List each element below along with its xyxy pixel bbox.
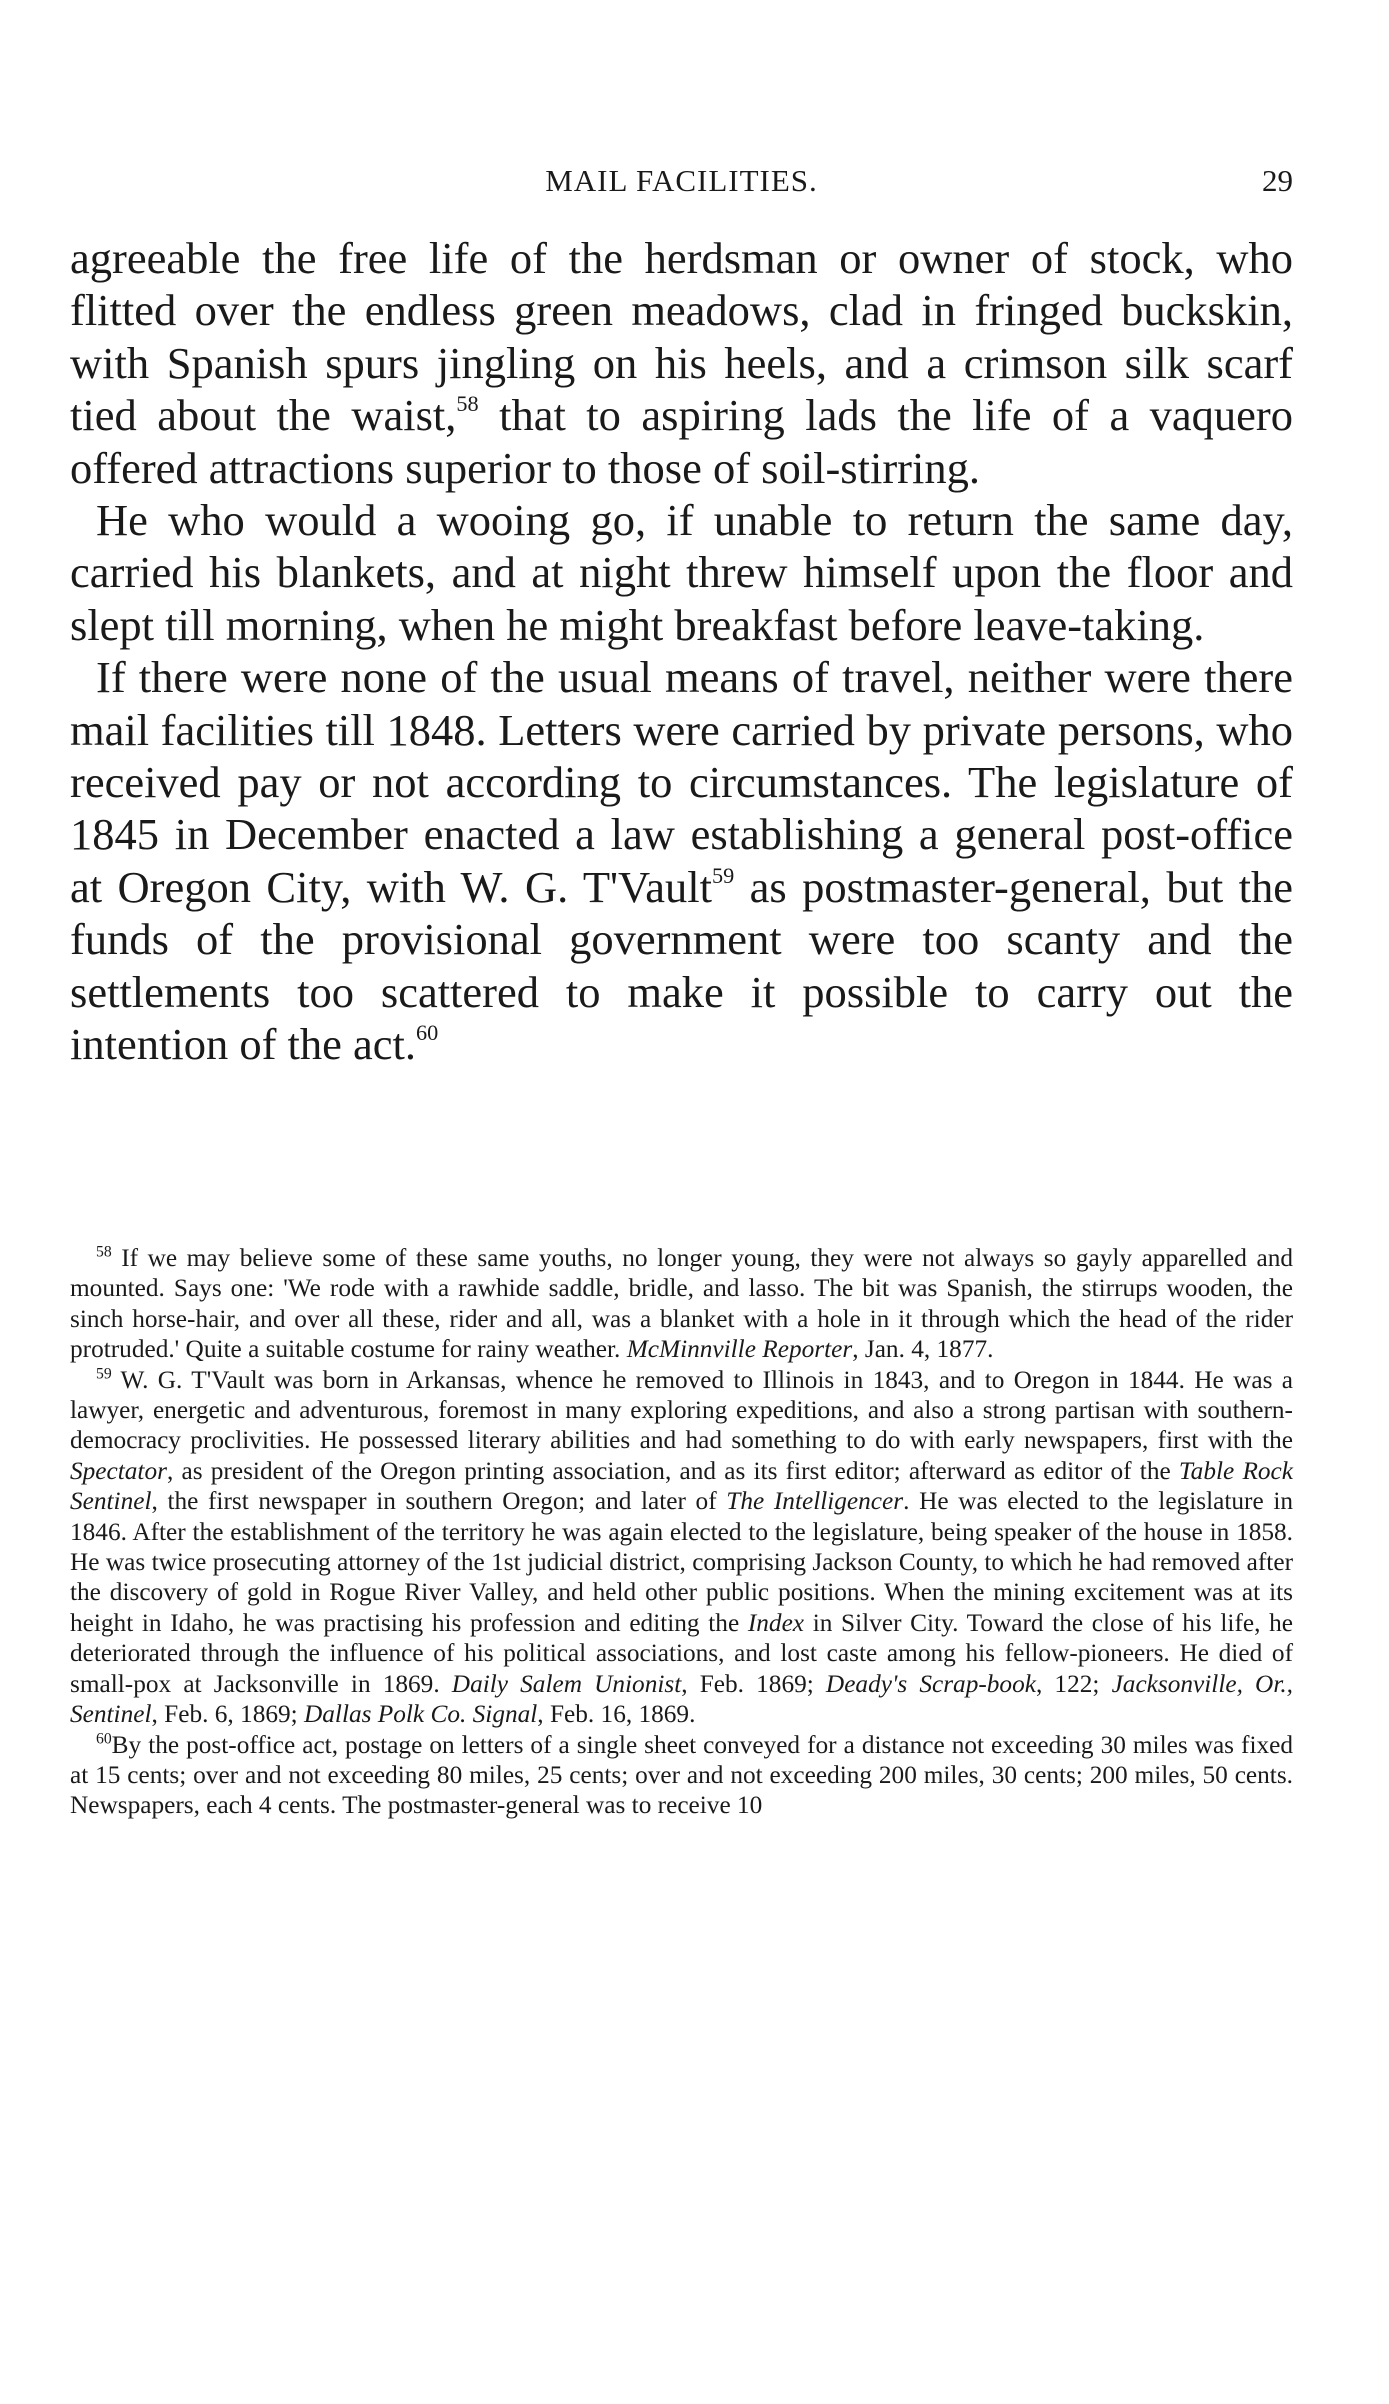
footnote-59-text-6: , Feb. 1869; (681, 1669, 826, 1698)
paragraph-3-text-b: as postmaster-general, but the funds of the provisional government were too scanty and the settlements too scattered to make it possible to carry out the intention of the act. (70, 861, 1294, 1070)
main-text (70, 232, 1293, 1071)
footnote-ref-58: 58 (456, 391, 479, 417)
footnote-60-text: By the post-office act, postage on letters of a single sheet conveyed for a distance not exceeding 30 miles was fixed at 15 cents; over and not exceeding 80 miles, 25 cents; over and not exceeding 200 miles, 30 cents; 200 miles, 50 cents. Newspapers, each 4 cents. The postmaster-general was to receive 10 (70, 1730, 1293, 1820)
footnote-59-text-9: , Feb. 16, 1869. (537, 1700, 696, 1729)
footnote-58-marker: 58 (96, 1243, 112, 1261)
footnote-59-text-3: , the first newspaper in southern Oregon; and later of (151, 1487, 727, 1516)
paragraph-3-text-a: If there were none of the usual means of travel, neither were there mail facilities till 1848. Letters were carried by private persons, who received pay or not according to circumstances. The legislature of 1845 in December enacted a law establishing a general post-office at Oregon City, with W. G. T'Vault (70, 652, 1293, 912)
footnote-59-title-3: The Intelligencer (726, 1487, 904, 1516)
footnote-60 (70, 1730, 1293, 1821)
footnote-59-title-2: Table Rock Sentinel (70, 1456, 1293, 1516)
paragraph-1-text-a: agreeable the free life of the herdsman or owner of stock, who flitted over the endless green meadows, clad in fringed buckskin, with Spanish spurs jingling on his heels, and a crimson silk scarf tied about the waist, (70, 233, 1293, 441)
footnote-58-text: If we may believe some of these same youths, no longer young, they were not always so gayly apparelled and mounted. Says one: 'We rode with a rawhide saddle, bridle, and lasso. The bit was Spanish, the stirrups wooden, the sinch horse-hair, and over all these, rider and all, was a blanket with a hole in it through which the head of the rider protruded.' Quite a suitable costume for rainy weather. (70, 1244, 1293, 1364)
paragraph-1-text-b: that to aspiring lads the life of a vaquero offered attractions superior to those of soil-stirring. (70, 390, 1293, 493)
footnote-59-text-4: . He was elected to the legislature in 1846. After the establishment of the territory he was again elected to the legislature, being speaker of the house in 1858. He was twice prosecuting attorney of the 1st judicial district, comprising Jackson County, to which he had removed after the discovery of gold in Rogue River Valley, and held other public positions. When the mining excitement was at its height in Idaho, he was practising his profession and editing the (70, 1487, 1293, 1637)
footnote-ref-59: 59 (711, 862, 735, 888)
running-title: MAIL FACILITIES. (545, 163, 818, 198)
footnote-59-title-7: Jacksonville, Or., Sentinel (70, 1669, 1294, 1729)
footnote-59-text-7: , 122; (1035, 1669, 1112, 1698)
footnote-59 (70, 1365, 1293, 1730)
footnote-59-title-5: Daily Salem Unionist (451, 1669, 682, 1698)
footnote-59-title-1: Spectator (70, 1456, 167, 1485)
paragraph-3 (70, 651, 1293, 1070)
running-header (70, 163, 1293, 203)
footnote-58 (70, 1243, 1293, 1365)
footnote-59-text-8: , Feb. 6, 1869; (151, 1700, 304, 1729)
footnote-59-marker: 59 (96, 1365, 112, 1383)
footnotes (70, 1243, 1293, 1821)
paragraph-1 (70, 232, 1293, 494)
page-number: 29 (1262, 163, 1293, 198)
footnote-59-title-8: Dallas Polk Co. Signal (304, 1700, 538, 1729)
footnote-ref-60: 60 (416, 1020, 439, 1046)
footnote-59-title-6: Deady's Scrap-book (825, 1669, 1036, 1698)
footnote-58-source: McMinnville Reporter (626, 1335, 853, 1364)
footnote-59-title-4: Index (747, 1608, 805, 1637)
footnote-59-text-1: W. G. T'Vault was born in Arkansas, whence he removed to Illinois in 1843, and to Oregon in 1844. He was a lawyer, energetic and adventurous, foremost in many exploring expeditions, and also a strong partisan with southern-democracy proclivities. He possessed literary abilities and had something to do with early newspapers, first with the (70, 1365, 1293, 1455)
footnote-58-date: , Jan. 4, 1877. (852, 1335, 994, 1364)
footnote-59-text-2: , as president of the Oregon printing association, and as its first editor; afterward as editor of the (166, 1456, 1179, 1485)
paragraph-2: He who would a wooing go, if unable to return the same day, carried his blankets, and at night threw himself upon the floor and slept till morning, when he might breakfast before leave-taking. (70, 495, 1293, 650)
footnote-60-marker: 60 (96, 1730, 112, 1748)
footnote-59-text-5: in Silver City. Toward the close of his life, he deteriorated through the influence of his political associations, and lost caste among his fellow-pioneers. He died of small-pox at Jacksonville in 1869. (70, 1608, 1293, 1698)
